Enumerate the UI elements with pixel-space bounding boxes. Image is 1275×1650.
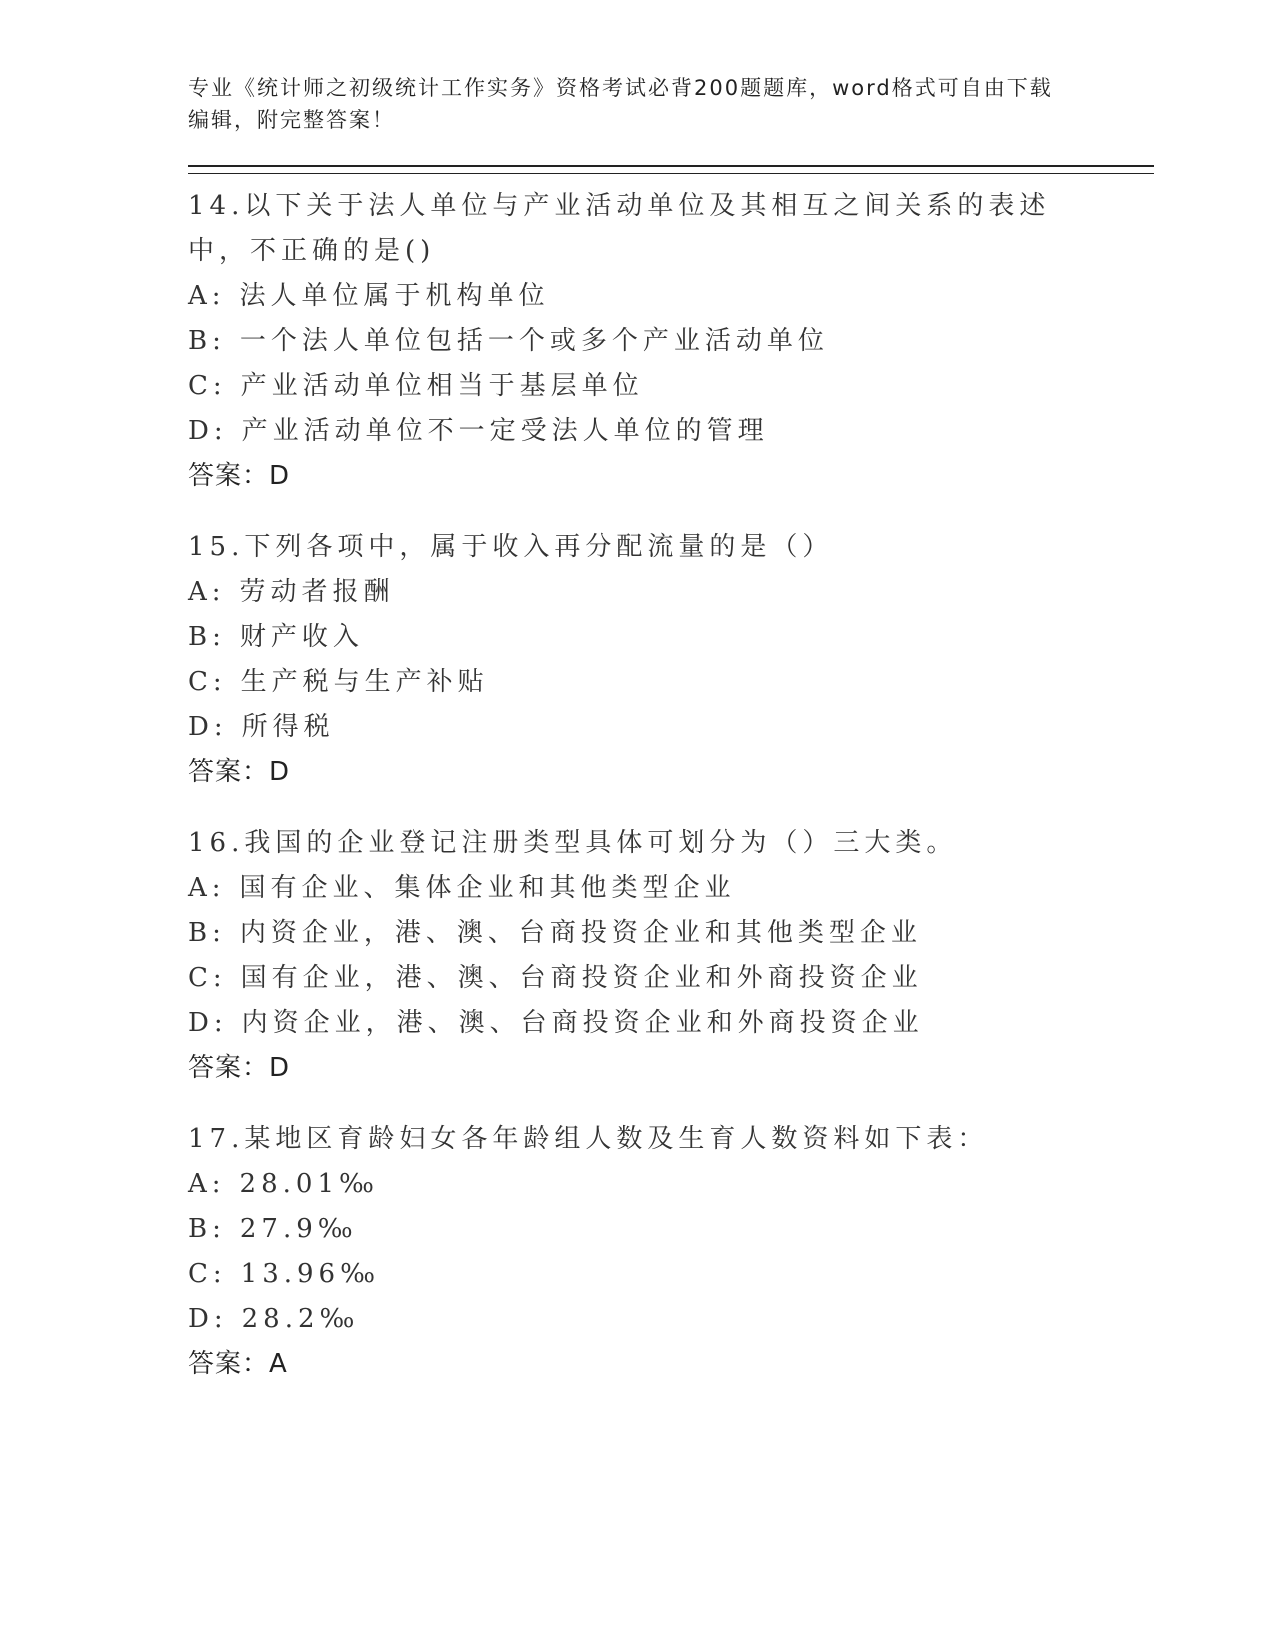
option-text: 28.2‰	[241, 1304, 360, 1334]
document-page	[188, 72, 1154, 1413]
question-text: 15.下列各项中，属于收入再分配流量的是（）	[188, 532, 834, 562]
option-letter: C:	[188, 1259, 227, 1289]
answer-value: A	[269, 1349, 288, 1379]
option-text: 13.96‰	[240, 1259, 380, 1289]
option-d	[188, 705, 1154, 750]
option-text: 劳动者报酬	[239, 577, 395, 607]
answer-value: D	[269, 1053, 291, 1083]
option-d	[188, 1297, 1154, 1342]
answer-label: 答案：	[188, 1053, 270, 1083]
answer-value: D	[269, 461, 291, 491]
answer-label: 答案：	[188, 461, 270, 491]
answer-value: D	[269, 757, 291, 787]
document-header: 专业《统计师之初级统计工作实务》资格考试必背200题题库，word格式可自由下载编辑，附完整答案！	[188, 76, 1053, 132]
option-letter: A:	[188, 1169, 226, 1199]
option-letter: C:	[188, 371, 227, 401]
option-text: 财产收入	[239, 622, 364, 652]
option-text: 国有企业，港、澳、台商投资企业和外商投资企业	[240, 963, 923, 993]
option-text: 一个法人单位包括一个或多个产业活动单位	[239, 326, 829, 356]
option-a	[188, 866, 1154, 911]
option-letter: A:	[188, 873, 226, 903]
option-letter: D:	[188, 416, 228, 446]
option-b	[188, 615, 1154, 660]
option-text: 所得税	[241, 712, 335, 742]
header-divider	[188, 165, 1154, 174]
question-14	[188, 184, 1154, 499]
answer-line	[188, 1046, 1154, 1091]
option-a	[188, 570, 1154, 615]
answer-label: 答案：	[188, 757, 270, 787]
option-letter: A:	[188, 281, 226, 311]
option-a	[188, 274, 1154, 319]
option-text: 产业活动单位相当于基层单位	[240, 371, 644, 401]
option-text: 法人单位属于机构单位	[239, 281, 550, 311]
option-letter: D:	[188, 712, 228, 742]
question-15	[188, 525, 1154, 795]
option-b	[188, 1207, 1154, 1252]
option-text: 内资企业，港、澳、台商投资企业和外商投资企业	[241, 1008, 924, 1038]
option-letter: B:	[188, 622, 226, 652]
option-letter: A:	[188, 577, 226, 607]
option-a	[188, 1162, 1154, 1207]
answer-line	[188, 750, 1154, 795]
question-text: 16.我国的企业登记注册类型具体可划分为（）三大类。	[188, 828, 958, 858]
option-text: 生产税与生产补贴	[240, 667, 489, 697]
option-text: 28.01‰	[239, 1169, 379, 1199]
option-letter: D:	[188, 1008, 228, 1038]
question-17	[188, 1117, 1154, 1387]
option-text: 国有企业、集体企业和其他类型企业	[239, 873, 736, 903]
question-text: 14.以下关于法人单位与产业活动单位及其相互之间关系的表述中，不正确的是()	[188, 191, 1051, 266]
option-text: 内资企业，港、澳、台商投资企业和其他类型企业	[239, 918, 922, 948]
answer-line	[188, 1342, 1154, 1387]
answer-line	[188, 454, 1154, 499]
question-list	[188, 184, 1154, 1387]
option-b	[188, 911, 1154, 956]
option-letter: B:	[188, 1214, 226, 1244]
option-text: 产业活动单位不一定受法人单位的管理	[241, 416, 769, 446]
option-letter: B:	[188, 918, 226, 948]
option-d	[188, 409, 1154, 454]
option-c	[188, 956, 1154, 1001]
option-c	[188, 660, 1154, 705]
option-c	[188, 1252, 1154, 1297]
question-text: 17.某地区育龄妇女各年龄组人数及生育人数资料如下表：	[188, 1124, 989, 1154]
option-letter: D:	[188, 1304, 228, 1334]
option-d	[188, 1001, 1154, 1046]
option-letter: C:	[188, 667, 227, 697]
option-letter: B:	[188, 326, 226, 356]
option-text: 27.9‰	[239, 1214, 358, 1244]
answer-label: 答案：	[188, 1349, 270, 1379]
question-16	[188, 821, 1154, 1091]
option-c	[188, 364, 1154, 409]
option-letter: C:	[188, 963, 227, 993]
option-b	[188, 319, 1154, 364]
